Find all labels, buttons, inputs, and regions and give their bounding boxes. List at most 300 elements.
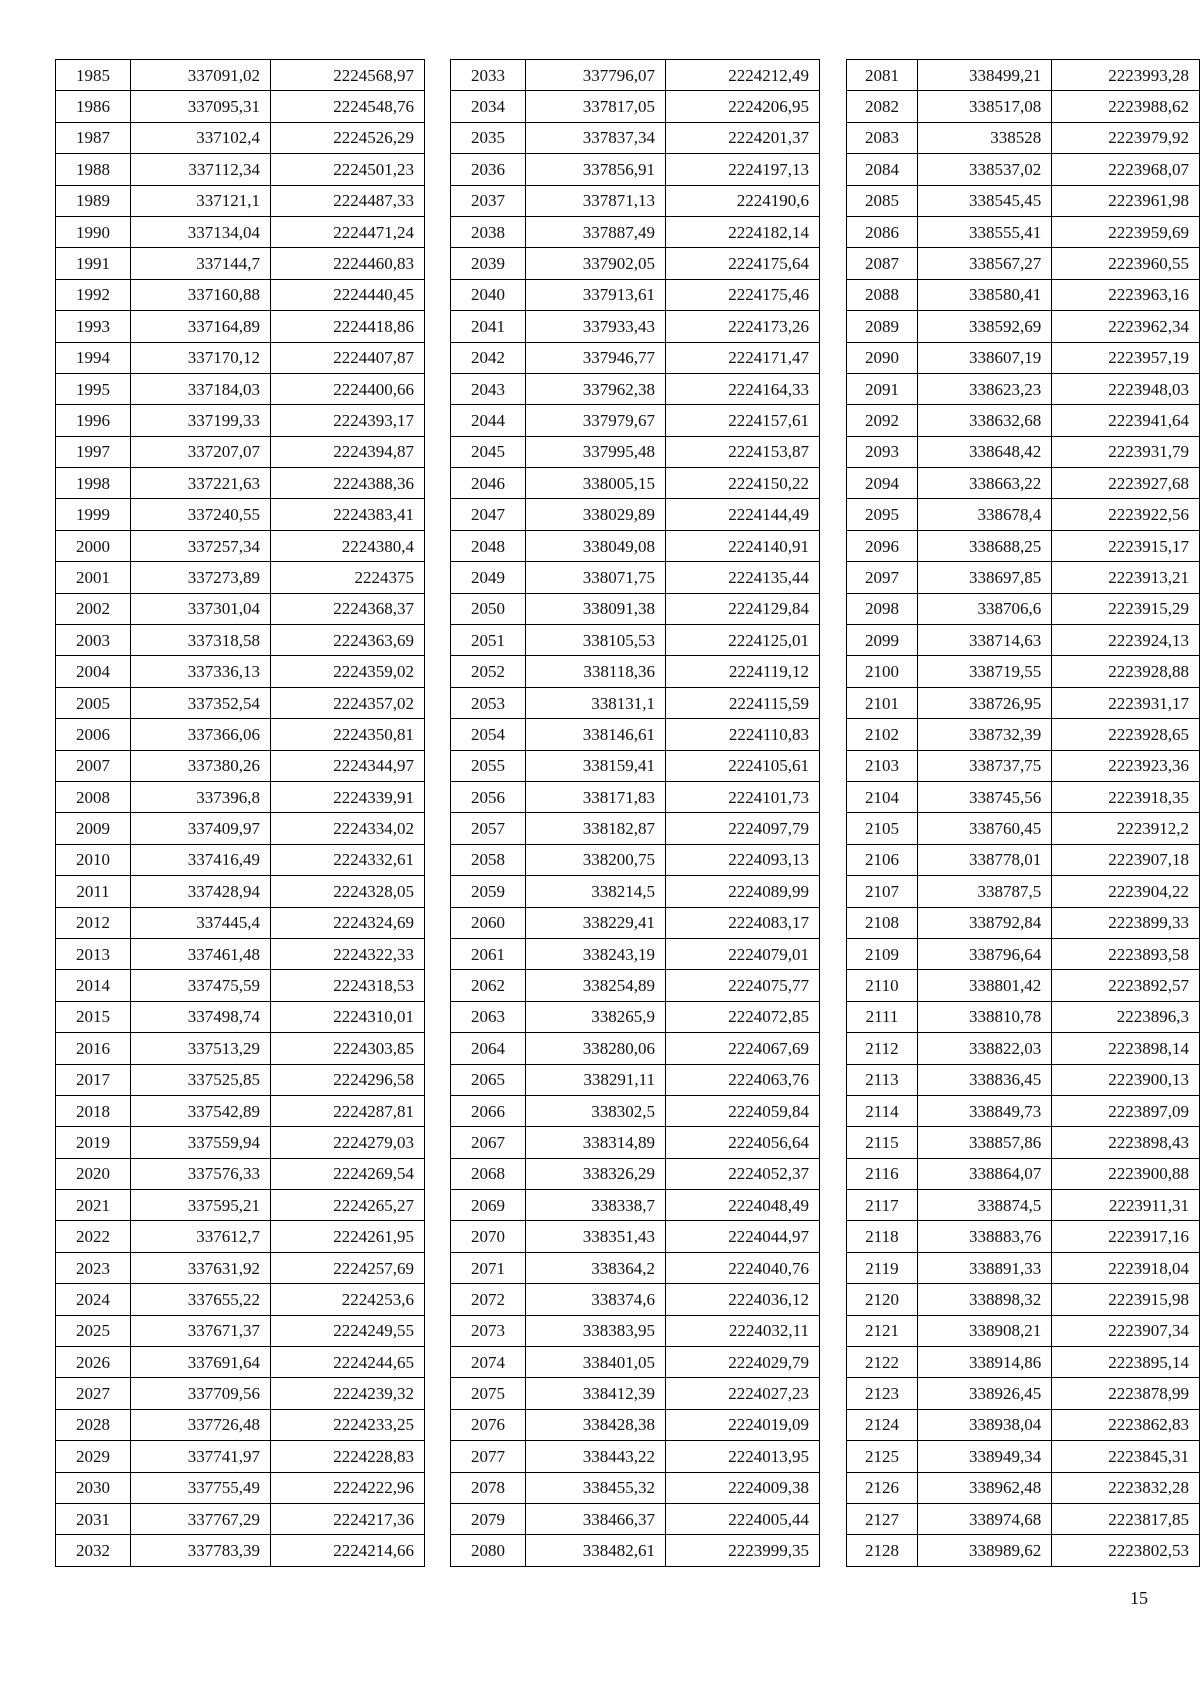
- point-number-cell: 2019: [56, 1127, 131, 1158]
- table-row: [847, 1127, 1200, 1158]
- x-coordinate-cell: 338326,29: [526, 1158, 666, 1189]
- point-number-cell: 2125: [847, 1441, 918, 1472]
- table-row: [56, 342, 425, 373]
- table-row: [56, 185, 425, 216]
- point-number-cell: 2093: [847, 436, 918, 467]
- table-row: [451, 656, 820, 687]
- point-number-cell: 2121: [847, 1315, 918, 1346]
- table-row: [847, 907, 1200, 938]
- point-number-cell: 1994: [56, 342, 131, 373]
- point-number-cell: 2100: [847, 656, 918, 687]
- x-coordinate-cell: 338146,61: [526, 719, 666, 750]
- x-coordinate-cell: 338706,6: [917, 593, 1051, 624]
- y-coordinate-cell: 2224052,37: [666, 1158, 820, 1189]
- point-number-cell: 2016: [56, 1033, 131, 1064]
- y-coordinate-cell: 2224228,83: [271, 1441, 425, 1472]
- point-number-cell: 2110: [847, 970, 918, 1001]
- point-number-cell: 2003: [56, 625, 131, 656]
- x-coordinate-cell: 337498,74: [131, 1001, 271, 1032]
- point-number-cell: 2069: [451, 1190, 526, 1221]
- table-row: [451, 781, 820, 812]
- x-coordinate-cell: 337979,67: [526, 405, 666, 436]
- y-coordinate-cell: 2223948,03: [1052, 373, 1200, 404]
- x-coordinate-cell: 338071,75: [526, 562, 666, 593]
- x-coordinate-cell: 338254,89: [526, 970, 666, 1001]
- x-coordinate-cell: 337164,89: [131, 311, 271, 342]
- x-coordinate-cell: 338159,41: [526, 750, 666, 781]
- table-row: [56, 562, 425, 593]
- point-number-cell: 1989: [56, 185, 131, 216]
- y-coordinate-cell: 2224157,61: [666, 405, 820, 436]
- x-coordinate-cell: 338822,03: [917, 1033, 1051, 1064]
- point-number-cell: 2026: [56, 1347, 131, 1378]
- table-row: [56, 1472, 425, 1503]
- x-coordinate-cell: 337409,97: [131, 813, 271, 844]
- point-number-cell: 2087: [847, 248, 918, 279]
- x-coordinate-cell: 338962,48: [917, 1472, 1051, 1503]
- x-coordinate-cell: 337301,04: [131, 593, 271, 624]
- y-coordinate-cell: 2224244,65: [271, 1347, 425, 1378]
- point-number-cell: 2017: [56, 1064, 131, 1095]
- y-coordinate-cell: 2224067,69: [666, 1033, 820, 1064]
- point-number-cell: 2045: [451, 436, 526, 467]
- y-coordinate-cell: 2224501,23: [271, 154, 425, 185]
- y-coordinate-cell: 2224190,6: [666, 185, 820, 216]
- table-row: [847, 216, 1200, 247]
- point-number-cell: 1986: [56, 91, 131, 122]
- table-row: [451, 1190, 820, 1221]
- table-row: [56, 373, 425, 404]
- x-coordinate-cell: 338517,08: [917, 91, 1051, 122]
- x-coordinate-cell: 337240,55: [131, 499, 271, 530]
- y-coordinate-cell: 2224089,99: [666, 876, 820, 907]
- point-number-cell: 2124: [847, 1409, 918, 1440]
- y-coordinate-cell: 2224079,01: [666, 938, 820, 969]
- y-coordinate-cell: 2223963,16: [1052, 279, 1200, 310]
- y-coordinate-cell: 2224249,55: [271, 1315, 425, 1346]
- table-row: [847, 311, 1200, 342]
- point-number-cell: 2020: [56, 1158, 131, 1189]
- x-coordinate-cell: 337559,94: [131, 1127, 271, 1158]
- y-coordinate-cell: 2223962,34: [1052, 311, 1200, 342]
- point-number-cell: 2053: [451, 687, 526, 718]
- y-coordinate-cell: 2224056,64: [666, 1127, 820, 1158]
- table-row: [56, 593, 425, 624]
- table-row: [847, 185, 1200, 216]
- table-row: [847, 468, 1200, 499]
- x-coordinate-cell: 338732,39: [917, 719, 1051, 750]
- point-number-cell: 2126: [847, 1472, 918, 1503]
- point-number-cell: 2038: [451, 216, 526, 247]
- point-number-cell: 2060: [451, 907, 526, 938]
- point-number-cell: 2050: [451, 593, 526, 624]
- x-coordinate-cell: 338049,08: [526, 530, 666, 561]
- table-row: [56, 499, 425, 530]
- x-coordinate-cell: 337112,34: [131, 154, 271, 185]
- x-coordinate-cell: 337170,12: [131, 342, 271, 373]
- y-coordinate-cell: 2224044,97: [666, 1221, 820, 1252]
- x-coordinate-cell: 338229,41: [526, 907, 666, 938]
- point-number-cell: 2063: [451, 1001, 526, 1032]
- y-coordinate-cell: 2224359,02: [271, 656, 425, 687]
- x-coordinate-cell: 337273,89: [131, 562, 271, 593]
- x-coordinate-cell: 338466,37: [526, 1503, 666, 1534]
- point-number-cell: 2074: [451, 1347, 526, 1378]
- point-number-cell: 2015: [56, 1001, 131, 1032]
- x-coordinate-cell: 337709,56: [131, 1378, 271, 1409]
- y-coordinate-cell: 2224083,17: [666, 907, 820, 938]
- y-coordinate-cell: 2224075,77: [666, 970, 820, 1001]
- x-coordinate-cell: 338351,43: [526, 1221, 666, 1252]
- point-number-cell: 1995: [56, 373, 131, 404]
- y-coordinate-cell: 2223862,83: [1052, 1409, 1200, 1440]
- table-row: [451, 562, 820, 593]
- x-coordinate-cell: 338810,78: [917, 1001, 1051, 1032]
- x-coordinate-cell: 337352,54: [131, 687, 271, 718]
- y-coordinate-cell: 2224334,02: [271, 813, 425, 844]
- y-coordinate-cell: 2224296,58: [271, 1064, 425, 1095]
- table-row: [451, 1472, 820, 1503]
- table-row: [56, 248, 425, 279]
- y-coordinate-cell: 2224233,25: [271, 1409, 425, 1440]
- x-coordinate-cell: 337887,49: [526, 216, 666, 247]
- y-coordinate-cell: 2223907,34: [1052, 1315, 1200, 1346]
- table-row: [847, 970, 1200, 1001]
- x-coordinate-cell: 337902,05: [526, 248, 666, 279]
- x-coordinate-cell: 338243,19: [526, 938, 666, 969]
- x-coordinate-cell: 337095,31: [131, 91, 271, 122]
- table-row: [56, 279, 425, 310]
- y-coordinate-cell: 2224129,84: [666, 593, 820, 624]
- point-number-cell: 2127: [847, 1503, 918, 1534]
- table-row: [451, 1064, 820, 1095]
- table-row: [56, 1409, 425, 1440]
- table-row: [56, 436, 425, 467]
- y-coordinate-cell: 2223931,79: [1052, 436, 1200, 467]
- point-number-cell: 2102: [847, 719, 918, 750]
- table-row: [847, 405, 1200, 436]
- table-row: [451, 844, 820, 875]
- x-coordinate-cell: 337184,03: [131, 373, 271, 404]
- y-coordinate-cell: 2224214,66: [271, 1535, 425, 1566]
- table-row: [847, 1315, 1200, 1346]
- y-coordinate-cell: 2223893,58: [1052, 938, 1200, 969]
- y-coordinate-cell: 2223878,99: [1052, 1378, 1200, 1409]
- table-row: [847, 373, 1200, 404]
- table-row: [56, 719, 425, 750]
- table-row: [847, 1378, 1200, 1409]
- y-coordinate-cell: 2223959,69: [1052, 216, 1200, 247]
- x-coordinate-cell: 337691,64: [131, 1347, 271, 1378]
- y-coordinate-cell: 2224261,95: [271, 1221, 425, 1252]
- y-coordinate-cell: 2224350,81: [271, 719, 425, 750]
- y-coordinate-cell: 2224013,95: [666, 1441, 820, 1472]
- point-number-cell: 2114: [847, 1095, 918, 1126]
- y-coordinate-cell: 2223898,14: [1052, 1033, 1200, 1064]
- table-row: [847, 687, 1200, 718]
- point-number-cell: 1999: [56, 499, 131, 530]
- x-coordinate-cell: 338989,62: [917, 1535, 1051, 1566]
- y-coordinate-cell: 2223979,92: [1052, 122, 1200, 153]
- y-coordinate-cell: 2223988,62: [1052, 91, 1200, 122]
- x-coordinate-cell: 338105,53: [526, 625, 666, 656]
- table-row: [451, 1284, 820, 1315]
- table-row: [451, 1001, 820, 1032]
- y-coordinate-cell: 2224009,38: [666, 1472, 820, 1503]
- table-row: [56, 311, 425, 342]
- x-coordinate-cell: 338926,45: [917, 1378, 1051, 1409]
- y-coordinate-cell: 2224036,12: [666, 1284, 820, 1315]
- table-row: [847, 60, 1200, 91]
- table-row: [451, 279, 820, 310]
- y-coordinate-cell: 2223957,19: [1052, 342, 1200, 373]
- point-number-cell: 2085: [847, 185, 918, 216]
- x-coordinate-cell: 338688,25: [917, 530, 1051, 561]
- y-coordinate-cell: 2223911,31: [1052, 1190, 1200, 1221]
- table-row: [847, 1190, 1200, 1221]
- point-number-cell: 2023: [56, 1252, 131, 1283]
- x-coordinate-cell: 338792,84: [917, 907, 1051, 938]
- point-number-cell: 2075: [451, 1378, 526, 1409]
- table-row: [847, 562, 1200, 593]
- point-number-cell: 1993: [56, 311, 131, 342]
- y-coordinate-cell: 2223896,3: [1052, 1001, 1200, 1032]
- x-coordinate-cell: 338029,89: [526, 499, 666, 530]
- table-row: [451, 687, 820, 718]
- table-row: [451, 373, 820, 404]
- point-number-cell: 2024: [56, 1284, 131, 1315]
- y-coordinate-cell: 2224027,23: [666, 1378, 820, 1409]
- point-number-cell: 2122: [847, 1347, 918, 1378]
- point-number-cell: 2031: [56, 1503, 131, 1534]
- y-coordinate-cell: 2223927,68: [1052, 468, 1200, 499]
- y-coordinate-cell: 2224197,13: [666, 154, 820, 185]
- table-row: [56, 122, 425, 153]
- point-number-cell: 2041: [451, 311, 526, 342]
- table-row: [451, 342, 820, 373]
- x-coordinate-cell: 338632,68: [917, 405, 1051, 436]
- table-row: [451, 185, 820, 216]
- x-coordinate-cell: 338482,61: [526, 1535, 666, 1566]
- y-coordinate-cell: 2223960,55: [1052, 248, 1200, 279]
- table-row: [847, 154, 1200, 185]
- point-number-cell: 2112: [847, 1033, 918, 1064]
- x-coordinate-cell: 337121,1: [131, 185, 271, 216]
- x-coordinate-cell: 337817,05: [526, 91, 666, 122]
- point-number-cell: 1992: [56, 279, 131, 310]
- table-row: [847, 530, 1200, 561]
- table-row: [56, 1378, 425, 1409]
- point-number-cell: 2051: [451, 625, 526, 656]
- table-row: [847, 844, 1200, 875]
- table-row: [56, 1441, 425, 1472]
- table-row: [451, 1221, 820, 1252]
- table-row: [56, 844, 425, 875]
- x-coordinate-cell: 337336,13: [131, 656, 271, 687]
- point-number-cell: 2084: [847, 154, 918, 185]
- x-coordinate-cell: 338849,73: [917, 1095, 1051, 1126]
- table-row: [847, 1221, 1200, 1252]
- table-row: [451, 876, 820, 907]
- x-coordinate-cell: 338778,01: [917, 844, 1051, 875]
- point-number-cell: 2095: [847, 499, 918, 530]
- y-coordinate-cell: 2224368,37: [271, 593, 425, 624]
- table-row: [847, 1033, 1200, 1064]
- table-row: [56, 1033, 425, 1064]
- table-row: [451, 625, 820, 656]
- x-coordinate-cell: 337755,49: [131, 1472, 271, 1503]
- x-coordinate-cell: 338280,06: [526, 1033, 666, 1064]
- y-coordinate-cell: 2223898,43: [1052, 1127, 1200, 1158]
- point-number-cell: 2001: [56, 562, 131, 593]
- x-coordinate-cell: 338401,05: [526, 1347, 666, 1378]
- x-coordinate-cell: 338374,6: [526, 1284, 666, 1315]
- x-coordinate-cell: 338908,21: [917, 1315, 1051, 1346]
- table-row: [451, 91, 820, 122]
- table-row: [847, 656, 1200, 687]
- y-coordinate-cell: 2223917,16: [1052, 1221, 1200, 1252]
- x-coordinate-cell: 338760,45: [917, 813, 1051, 844]
- y-coordinate-cell: 2223999,35: [666, 1535, 820, 1566]
- y-coordinate-cell: 2224407,87: [271, 342, 425, 373]
- y-coordinate-cell: 2223915,29: [1052, 593, 1200, 624]
- x-coordinate-cell: 337416,49: [131, 844, 271, 875]
- table-row: [451, 530, 820, 561]
- y-coordinate-cell: 2223845,31: [1052, 1441, 1200, 1472]
- y-coordinate-cell: 2224332,61: [271, 844, 425, 875]
- x-coordinate-cell: 337221,63: [131, 468, 271, 499]
- y-coordinate-cell: 2223897,09: [1052, 1095, 1200, 1126]
- point-number-cell: 2077: [451, 1441, 526, 1472]
- x-coordinate-cell: 338182,87: [526, 813, 666, 844]
- x-coordinate-cell: 337871,13: [526, 185, 666, 216]
- x-coordinate-cell: 338528: [917, 122, 1051, 153]
- y-coordinate-cell: 2224029,79: [666, 1347, 820, 1378]
- x-coordinate-cell: 337767,29: [131, 1503, 271, 1534]
- y-coordinate-cell: 2224101,73: [666, 781, 820, 812]
- x-coordinate-cell: 338745,56: [917, 781, 1051, 812]
- table-row: [847, 1064, 1200, 1095]
- x-coordinate-cell: 337542,89: [131, 1095, 271, 1126]
- y-coordinate-cell: 2223923,36: [1052, 750, 1200, 781]
- table-row: [56, 216, 425, 247]
- table-row: [56, 1001, 425, 1032]
- table-row: [847, 1409, 1200, 1440]
- y-coordinate-cell: 2224460,83: [271, 248, 425, 279]
- x-coordinate-cell: 338914,86: [917, 1347, 1051, 1378]
- point-number-cell: 2008: [56, 781, 131, 812]
- x-coordinate-cell: 337257,34: [131, 530, 271, 561]
- x-coordinate-cell: 338131,1: [526, 687, 666, 718]
- point-number-cell: 2010: [56, 844, 131, 875]
- x-coordinate-cell: 338567,27: [917, 248, 1051, 279]
- y-coordinate-cell: 2224324,69: [271, 907, 425, 938]
- point-number-cell: 2118: [847, 1221, 918, 1252]
- table-row: [56, 468, 425, 499]
- point-number-cell: 2071: [451, 1252, 526, 1283]
- point-number-cell: 2120: [847, 1284, 918, 1315]
- table-row: [56, 91, 425, 122]
- y-coordinate-cell: 2223922,56: [1052, 499, 1200, 530]
- point-number-cell: 2011: [56, 876, 131, 907]
- table-row: [451, 1158, 820, 1189]
- table-row: [56, 1190, 425, 1221]
- x-coordinate-cell: 338697,85: [917, 562, 1051, 593]
- table-row: [847, 122, 1200, 153]
- table-row: [451, 750, 820, 781]
- point-number-cell: 2062: [451, 970, 526, 1001]
- table-row: [451, 593, 820, 624]
- table-row: [847, 625, 1200, 656]
- y-coordinate-cell: 2224339,91: [271, 781, 425, 812]
- y-coordinate-cell: 2224526,29: [271, 122, 425, 153]
- table-row: [847, 781, 1200, 812]
- table-row: [56, 1221, 425, 1252]
- x-coordinate-cell: 337631,92: [131, 1252, 271, 1283]
- table-row: [451, 60, 820, 91]
- table-row: [56, 1315, 425, 1346]
- table-row: [451, 248, 820, 279]
- y-coordinate-cell: 2224150,22: [666, 468, 820, 499]
- point-number-cell: 2091: [847, 373, 918, 404]
- point-number-cell: 1990: [56, 216, 131, 247]
- x-coordinate-cell: 337525,85: [131, 1064, 271, 1095]
- x-coordinate-cell: 337783,39: [131, 1535, 271, 1566]
- y-coordinate-cell: 2223912,2: [1052, 813, 1200, 844]
- x-coordinate-cell: 337428,94: [131, 876, 271, 907]
- x-coordinate-cell: 337366,06: [131, 719, 271, 750]
- point-number-cell: 2035: [451, 122, 526, 153]
- table-row: [847, 1158, 1200, 1189]
- point-number-cell: 2098: [847, 593, 918, 624]
- x-coordinate-cell: 337995,48: [526, 436, 666, 467]
- point-number-cell: 2072: [451, 1284, 526, 1315]
- point-number-cell: 2061: [451, 938, 526, 969]
- point-number-cell: 2044: [451, 405, 526, 436]
- table-row: [56, 1347, 425, 1378]
- table-row: [56, 781, 425, 812]
- table-row: [847, 248, 1200, 279]
- y-coordinate-cell: 2224400,66: [271, 373, 425, 404]
- y-coordinate-cell: 2224344,97: [271, 750, 425, 781]
- point-number-cell: 2089: [847, 311, 918, 342]
- point-number-cell: 2080: [451, 1535, 526, 1566]
- y-coordinate-cell: 2224440,45: [271, 279, 425, 310]
- table-row: [56, 530, 425, 561]
- table-row: [451, 813, 820, 844]
- table-row: [56, 876, 425, 907]
- table-row: [847, 1252, 1200, 1283]
- x-coordinate-cell: 338801,42: [917, 970, 1051, 1001]
- point-number-cell: 2036: [451, 154, 526, 185]
- y-coordinate-cell: 2224328,05: [271, 876, 425, 907]
- y-coordinate-cell: 2224201,37: [666, 122, 820, 153]
- point-number-cell: 2021: [56, 1190, 131, 1221]
- point-number-cell: 2119: [847, 1252, 918, 1283]
- y-coordinate-cell: 2223968,07: [1052, 154, 1200, 185]
- x-coordinate-cell: 337091,02: [131, 60, 271, 91]
- table-row: [56, 750, 425, 781]
- table-row: [451, 907, 820, 938]
- point-number-cell: 2070: [451, 1221, 526, 1252]
- x-coordinate-cell: 338864,07: [917, 1158, 1051, 1189]
- y-coordinate-cell: 2224471,24: [271, 216, 425, 247]
- y-coordinate-cell: 2223899,33: [1052, 907, 1200, 938]
- x-coordinate-cell: 338214,5: [526, 876, 666, 907]
- point-number-cell: 2123: [847, 1378, 918, 1409]
- point-number-cell: 2002: [56, 593, 131, 624]
- point-number-cell: 1988: [56, 154, 131, 185]
